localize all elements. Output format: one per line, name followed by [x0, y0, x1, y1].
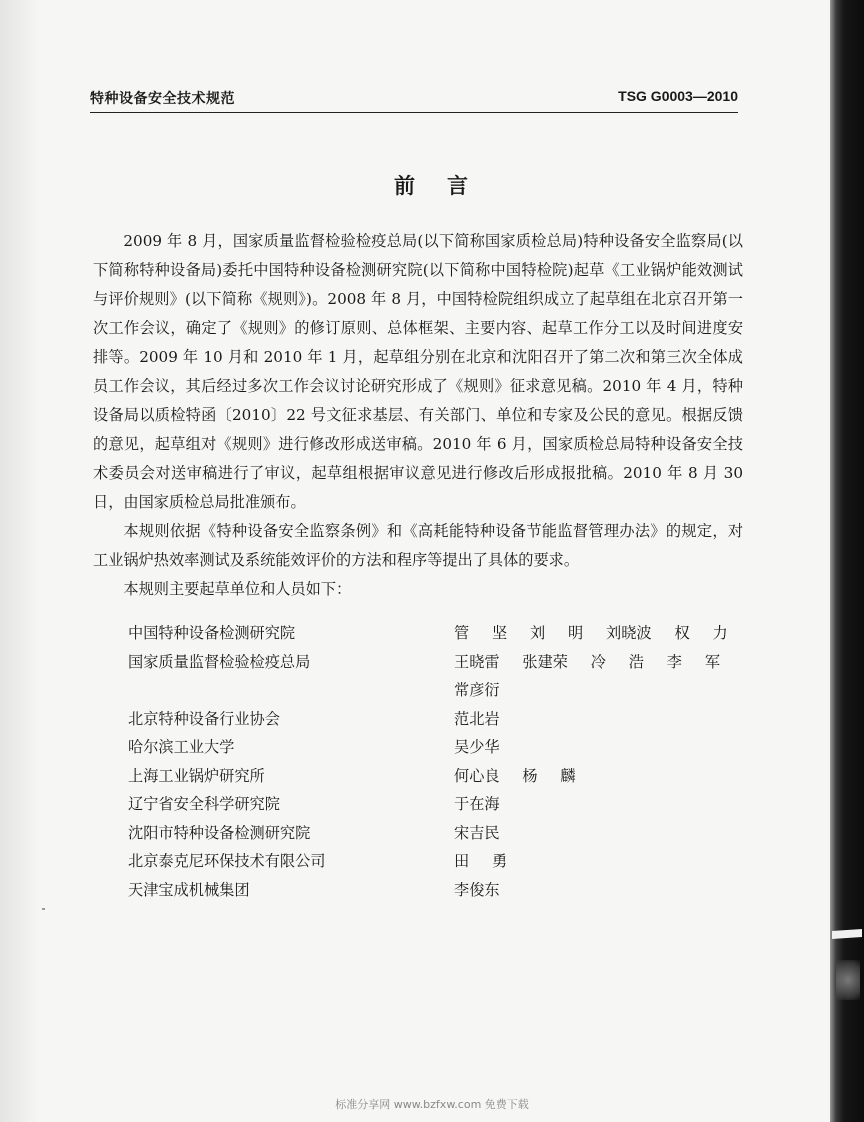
- list-item: [128, 850, 748, 879]
- drafter-organization: 北京特种设备行业协会: [128, 709, 280, 728]
- list-item: [128, 708, 748, 737]
- drafter-people: 吴少华: [454, 738, 500, 756]
- body-text: [93, 227, 743, 604]
- list-item: [128, 736, 748, 765]
- list-item: [128, 679, 748, 708]
- section-title: [0, 170, 864, 200]
- title-char-1: 前: [394, 174, 417, 198]
- drafter-people: 田 勇: [454, 852, 508, 870]
- scan-speck: [42, 908, 45, 910]
- drafter-organization: 北京泰克尼环保技术有限公司: [128, 852, 326, 870]
- scan-left-shade: [0, 0, 40, 1122]
- drafter-people: 管 坚 刘 明 刘晓波 权 力: [454, 624, 728, 642]
- drafter-organization: 国家质量监督检验检疫总局: [128, 652, 311, 671]
- title-char-2: 言: [447, 174, 470, 198]
- list-item: [128, 765, 748, 794]
- drafters-list: [128, 622, 748, 907]
- scan-artifact: [836, 960, 860, 1000]
- list-item: [128, 879, 748, 908]
- drafter-organization: 哈尔滨工业大学: [128, 738, 235, 756]
- list-item: [128, 822, 748, 851]
- scan-artifact: [832, 929, 862, 939]
- list-item: [128, 651, 748, 680]
- drafter-people: 于在海: [454, 795, 500, 813]
- drafter-organization: 中国特种设备检测研究院: [128, 624, 296, 642]
- list-item: [128, 793, 748, 822]
- drafter-organization: 辽宁省安全科学研究院: [128, 795, 280, 813]
- drafter-people: 何心良 杨 麟: [454, 766, 576, 785]
- drafter-people: 范北岩: [454, 709, 500, 728]
- drafter-people: 常彦衍: [454, 681, 500, 699]
- paragraph-drafters-intro: 本规则主要起草单位和人员如下：: [123, 580, 352, 598]
- paragraph-history: 2009 年 8 月，国家质量监督检验检疫总局(以下简称国家质检总局)特种设备安全监察局(以下简称特种设备局)委托中国特种设备检测研究院(以下简称中国特检院)起草《工业锅炉能效测试与评价规则》(以下简称《规则》)。2008 年 8 月，中国特检院组织成立了起草组在北京召开第一次工作会议，确定了《规则》的修订原则、总体框架、主要内容、起草工作分工以及时间进度安排等。2009 年 10 月和 2010 年 1 月，起草组分别在北京和沈阳召开了第二次和第三次全体成员工作会议，其后经过多次工作会议讨论研究形成了《规则》征求意见稿。2010 年 4 月，特种设备局以质检特函〔2010〕22 号文征求基层、有关部门、单位和专家及公民的意见。根据反馈的意见，起草组对《规则》进行修改形成送审稿。2010 年 6 月，国家质检总局特种设备安全技术委员会对送审稿进行了审议，起草组根据审议意见进行修改后形成报批稿。2010 年 8 月 30 日，由国家质检总局批准颁布。: [93, 232, 743, 511]
- drafter-people: 李俊东: [454, 880, 500, 899]
- download-footer-link[interactable]: 标准分享网 www.bzfxw.com 免费下载: [335, 1098, 529, 1111]
- drafter-organization: 沈阳市特种设备检测研究院: [128, 823, 311, 842]
- paragraph-basis: 本规则依据《特种设备安全监察条例》和《高耗能特种设备节能监督管理办法》的规定，对工业锅炉热效率测试及系统能效评价的方法和程序等提出了具体的要求。: [93, 522, 743, 569]
- drafter-people: 王晓雷 张建荣 冷 浩 李 军: [454, 652, 721, 671]
- drafter-people: 宋吉民: [454, 823, 500, 842]
- header-standard-code: TSG G0003—2010: [618, 88, 738, 104]
- drafter-organization: 天津宝成机械集团: [128, 880, 250, 899]
- list-item: [128, 622, 748, 651]
- scan-dark-edge: [830, 0, 864, 1122]
- header-series-title: 特种设备安全技术规范: [90, 91, 235, 107]
- running-header: [90, 88, 738, 113]
- drafter-organization: 上海工业锅炉研究所: [128, 766, 265, 785]
